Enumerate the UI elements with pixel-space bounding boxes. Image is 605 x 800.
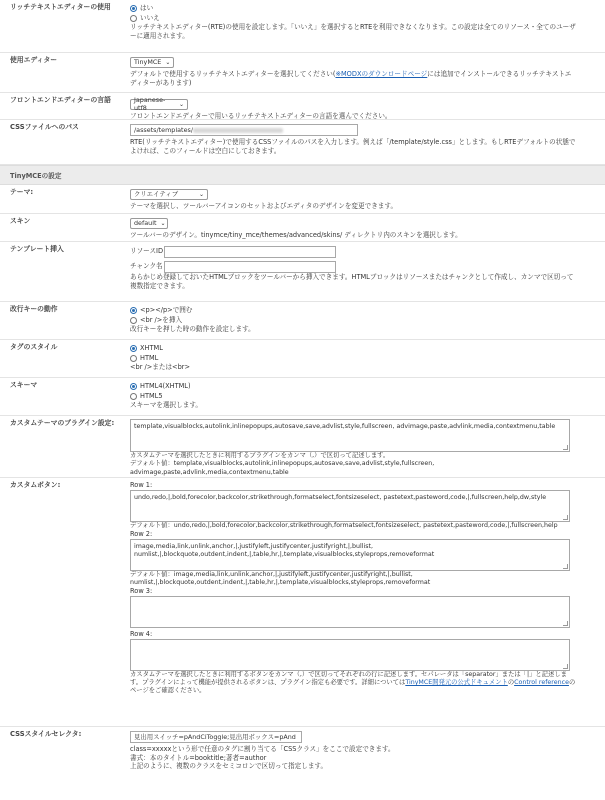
html5-label: HTML5 [140, 391, 163, 400]
css-path-input[interactable] [130, 124, 358, 136]
row2-label: Row 2: [130, 530, 153, 538]
plugins-default: デフォルト値：template,visualblocks,autolink,inlinepopups,autosave,save,advlist,style,fullscreen, advimage,paste,advlink,media,contextmenu,table [130, 460, 435, 476]
radio-off-icon[interactable] [130, 317, 137, 324]
resource-id-input[interactable] [164, 246, 336, 258]
custom-buttons-row [0, 478, 605, 727]
chevron-down-icon: ⌄ [165, 58, 171, 66]
newline-p-radio[interactable] [130, 305, 577, 315]
newline-p-label: <p></p>で囲む [140, 305, 193, 314]
newline-label: 改行キーの動作 [10, 305, 58, 313]
skin-value: default [134, 219, 157, 228]
editor-select-value: TinyMCE [134, 58, 162, 67]
editor-desc-after: には追加でインストールできるリッチテキストエディターがあります) [130, 70, 572, 87]
buttons-desc-before: カスタムテーマを選択したときに利用するボタンをカンマ（,）で区切ってそれぞれの行に記述します。セパレータは「separator」または「|」と記述します。プラグインによって機能が提供されるボタンは、プラグイン指定も必要です。詳細については [130, 670, 567, 686]
css-selector-desc-1: class=xxxxxという形で任意のタグに割り当てる「CSSクラス」をここで設定できます。 [130, 745, 395, 753]
css-path-label: CSSファイルへのパス [10, 123, 79, 131]
radio-on-icon[interactable] [130, 383, 137, 390]
skin-description: ツールバーのデザイン。tinymce/tiny_mce/themes/advanced/skins/ ディレクトリ内のスキンを選択します。 [130, 231, 462, 239]
html4-label: HTML4(XHTML) [140, 381, 191, 390]
plugins-textarea[interactable] [130, 419, 570, 452]
row4-textarea[interactable] [130, 639, 570, 671]
skin-select[interactable] [130, 218, 168, 229]
schema-label: スキーマ [10, 381, 38, 389]
template-description: あらかじめ登録しておいたHTMLブロックをツールバーから挿入できます。HTMLブロックはリソースまたはチャンクとして作成し、カンマで区切って複数指定できます。 [130, 273, 574, 290]
radio-off-icon[interactable] [130, 393, 137, 400]
row1-label: Row 1: [130, 481, 153, 489]
custom-buttons-label: カスタムボタン: [10, 481, 61, 489]
html-label: HTML [140, 353, 159, 362]
schema-row [0, 378, 605, 416]
editor-description [130, 70, 577, 87]
editor-select[interactable] [130, 57, 174, 68]
newline-br-label: <br />を挿入 [140, 315, 183, 324]
buttons-desc-after: のページをご確認ください。 [130, 679, 576, 695]
row1-textarea[interactable] [130, 490, 570, 522]
radio-on-icon[interactable] [130, 307, 137, 314]
control-reference-link[interactable]: Control reference [514, 679, 569, 686]
row1-value: undo,redo,|,bold,forecolor,backcolor,strikethrough,formatselect,fontsizeselect, pastetext,pasteword,code,|,fullscreen,help,dw,style [134, 493, 547, 501]
tag-style-row [0, 340, 605, 378]
resize-grip-icon[interactable] [563, 664, 568, 669]
css-selector-desc-2: 書式：本のタイトル=booktitle;著者=author [130, 753, 267, 762]
row2-default: デフォルト値：image,media,link,unlink,anchor,|,justifyleft,justifycenter,justifyright,|,bullist, numlist,|,blockquote,outdent,indent,|,table,hr,|,template,visualblocks,styleprops,removeformat [130, 570, 431, 586]
tinymce-docs-link[interactable]: TinyMCE開発元の公式ドキュメント [405, 679, 508, 686]
frontend-lang-value: Japanese-utf8 [134, 96, 166, 113]
html-radio[interactable] [130, 353, 577, 363]
redacted-path [193, 128, 283, 133]
theme-row [0, 185, 605, 214]
css-selector-input[interactable] [130, 731, 302, 743]
custom-buttons-description [130, 671, 577, 696]
resource-id-label: リソースID [130, 247, 164, 256]
frontend-lang-label: フロントエンドエディターの言語 [10, 96, 111, 104]
resize-grip-icon[interactable] [563, 564, 568, 569]
css-selector-value: 見出用スイッチ=pAndCiToggle;見出用ボックス=pAnd [134, 733, 296, 741]
chunk-name-label: チャンク名 [130, 262, 163, 271]
css-selector-desc-3: 上記のように、複数のクラスをセミコロンで区切って指定します。 [130, 762, 328, 771]
plugins-label: カスタムテーマのプラグイン設定: [10, 419, 115, 427]
radio-on-icon[interactable] [130, 5, 137, 12]
newline-br-radio[interactable] [130, 315, 577, 325]
theme-value: クリエイティブ [134, 190, 179, 199]
newline-row [0, 302, 605, 340]
row4-label: Row 4: [130, 630, 153, 638]
html5-radio[interactable] [130, 391, 577, 401]
editor-desc-before: デフォルトで使用するリッチテキストエディターを選択してください( [130, 70, 336, 78]
chunk-name-input[interactable] [164, 261, 336, 273]
tag-style-label: タグのスタイル [10, 343, 58, 351]
css-path-row [0, 120, 605, 165]
css-selector-row [0, 727, 605, 780]
row3-label: Row 3: [130, 587, 153, 596]
plugins-description: カスタムテーマを選択したときに利用するプラグインをカンマ（,）で区切って記述します。 [130, 452, 390, 459]
plugins-value: template,visualblocks,autolink,inlinepopups,autosave,save,advlist,style,fullscreen, advimage,paste,advlink,media,contextmenu,table [134, 423, 556, 430]
theme-select[interactable] [130, 189, 208, 200]
rte-description: リッチテキストエディター(RTE)の使用を設定します。「いいえ」を選択するとRTEを利用できなくなります。この設定は全てのリソース・全てのユーザーに適用されます。 [130, 23, 576, 40]
editor-label: 使用エディター [10, 56, 58, 64]
tinymce-section-header [0, 165, 605, 185]
row1-default: デフォルト値：undo,redo,|,bold,forecolor,backcolor,strikethrough,formatselect,fontsizeselect, pastetext,pasteword,code,|,fullscreen,help [130, 521, 558, 529]
rte-setting-row [0, 0, 605, 53]
editor-setting-row [0, 53, 605, 93]
rte-yes-radio[interactable] [130, 3, 577, 13]
modx-download-link[interactable]: ※MODXのダウンロードページ [335, 70, 428, 78]
plugins-row [0, 416, 605, 478]
buttons-desc-mid: の [507, 679, 515, 686]
row2-value: image,media,link,unlink,anchor,|,justifyleft,justifycenter,justifyright,|,bullist, numlist,|,blockquote,outdent,indent,|,table,hr,|,template,visualblocks,styleprops,removeformat [134, 542, 435, 558]
resize-grip-icon[interactable] [563, 445, 568, 450]
rte-no-radio[interactable] [130, 13, 577, 23]
chevron-down-icon: ⌄ [160, 219, 166, 227]
radio-off-icon[interactable] [130, 15, 137, 22]
css-path-description: RTE(リッチテキストエディター)で使用するCSSファイルのパスを入力します。例えば「/template/style.css」とします。もしRTEデフォルトの状態でよければ、このフィールドは空白にしておきます。 [130, 138, 576, 155]
theme-label: テーマ: [10, 188, 34, 196]
skin-row [0, 214, 605, 242]
skin-label: スキン [10, 217, 31, 225]
tag-style-description: <br />または<br> [130, 363, 190, 371]
html4-radio[interactable] [130, 381, 577, 391]
template-label: テンプレート挿入 [10, 245, 64, 253]
css-path-value: /assets/templates/ [134, 126, 193, 134]
frontend-lang-select[interactable] [130, 96, 188, 113]
rte-yes-label: はい [140, 3, 154, 12]
section-title: TinyMCEの設定 [10, 172, 62, 180]
rte-label: リッチテキストエディターの使用 [10, 3, 111, 11]
xhtml-radio[interactable] [130, 343, 577, 353]
theme-description: テーマを選択し、ツールバーアイコンのセットおよびエディタのデザインを変更できます。 [130, 202, 398, 210]
frontend-lang-description: フロントエンドエディターで用いるリッチテキストエディターの言語を選んでください。 [130, 111, 392, 120]
newline-description: 改行キーを押した時の動作を設定します。 [130, 325, 255, 333]
xhtml-label: XHTML [140, 343, 163, 352]
radio-on-icon[interactable] [130, 345, 137, 352]
template-row [0, 242, 605, 302]
rte-no-label: いいえ [140, 13, 160, 22]
resize-grip-icon[interactable] [563, 515, 568, 520]
css-selector-label: CSSスタイルセレクタ: [10, 730, 82, 738]
chevron-down-icon: ⌄ [178, 100, 184, 108]
radio-off-icon[interactable] [130, 355, 137, 362]
schema-description: スキーマを選択します。 [130, 401, 203, 409]
chevron-down-icon: ⌄ [198, 190, 204, 198]
row3-textarea[interactable] [130, 596, 570, 628]
frontend-lang-row [0, 93, 605, 120]
resize-grip-icon[interactable] [563, 621, 568, 626]
row2-textarea[interactable] [130, 539, 570, 571]
